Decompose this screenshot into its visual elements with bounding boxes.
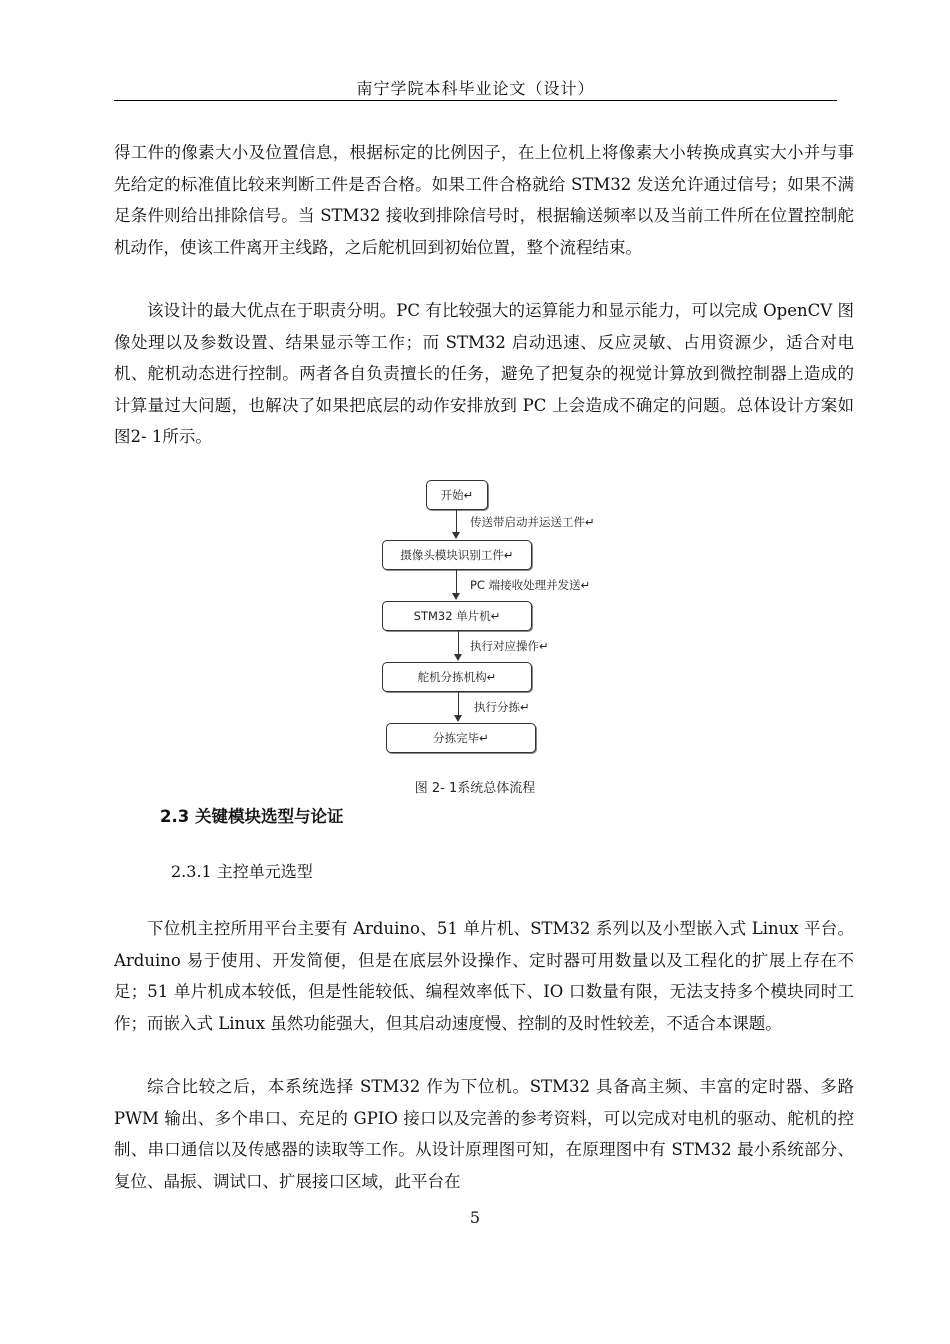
flow-connector bbox=[458, 692, 459, 715]
paragraph-design-advantage: 该设计的最大优点在于职责分明。PC 有比较强大的运算能力和显示能力，可以完成 OpenCV 图像处理以及参数设置、结果显示等工作；而 STM32 启动迅速、反应灵敏、占用资源少，适合对电机、舵机动态进行控制。两者各自负责擅长的任务，避免了把复杂的视觉计算放到微控制器上造成的计算量过大问题，也解决了如果把底层的动作安排放到 PC 上会造成不确定的问题。总体设计方案如图2- 1所示。 bbox=[114, 301, 854, 447]
flow-arrowhead bbox=[452, 593, 460, 600]
flow-node-servo: 舵机分拣机构↵ bbox=[382, 662, 532, 692]
header-rule bbox=[114, 100, 837, 101]
flow-edge-label: 传送带启动并运送工件↵ bbox=[470, 515, 595, 529]
paragraph-platform-options: 下位机主控所用平台主要有 Arduino、51 单片机、STM32 系列以及小型嵌入式 Linux 平台。Arduino 易于使用、开发简便，但是在底层外设操作、定时器可用数量以及工程化的扩展上存在不足；51 单片机成本较低，但是性能较低、编程效率低下、IO 口数量有限，无法支持多个模块同时工作；而嵌入式 Linux 虽然功能强大，但其启动速度慢、控制的及时性较差，不适合本课题。 bbox=[114, 919, 854, 1033]
paragraph-stm32-choice: 综合比较之后，本系统选择 STM32 作为下位机。STM32 具备高主频、丰富的定时器、多路 PWM 输出、多个串口、充足的 GPIO 接口以及完善的参考资料，可以完成对电机的驱动、舵机的控制、串口通信以及传感器的读取等工作。从设计原理图可知，在原理图中有 STM32 最小系统部分、复位、晶振、调试口、扩展接口区域，此平台在 bbox=[114, 1077, 854, 1191]
flow-edge-label: 执行对应操作↵ bbox=[470, 639, 549, 653]
flow-arrowhead bbox=[454, 715, 462, 722]
flow-node-camera: 摄像头模块识别工件↵ bbox=[382, 540, 532, 570]
flow-node-start: 开始↵ bbox=[426, 480, 488, 510]
section-heading: 2.3 关键模块选型与论证 bbox=[160, 807, 344, 826]
flow-edge-label: 执行分拣↵ bbox=[474, 700, 530, 714]
flow-edge-label: PC 端接收处理并发送↵ bbox=[470, 578, 591, 592]
subsection-heading: 2.3.1 主控单元选型 bbox=[171, 862, 313, 881]
flow-arrowhead bbox=[454, 654, 462, 661]
flow-arrowhead bbox=[452, 532, 460, 539]
flow-connector bbox=[456, 570, 457, 593]
flow-node-done: 分拣完毕↵ bbox=[386, 723, 536, 753]
paragraph-continuation: 得工件的像素大小及位置信息，根据标定的比例因子，在上位机上将像素大小转换成真实大小并与事先给定的标准值比较来判断工件是否合格。如果工件合格就给 STM32 发送允许通过信号；如果不满足条件则给出排除信号。当 STM32 接收到排除信号时，根据输送频率以及当前工件所在位置控制舵机动作，使该工件离开主线路，之后舵机回到初始位置，整个流程结束。 bbox=[114, 143, 854, 257]
flow-node-stm32: STM32 单片机↵ bbox=[382, 601, 532, 631]
flow-connector bbox=[456, 510, 457, 532]
header-title: 南宁学院本科毕业论文（设计） bbox=[356, 79, 595, 98]
flow-connector bbox=[458, 631, 459, 654]
figure-caption: 图 2- 1系统总体流程 bbox=[414, 781, 536, 796]
page-number: 5 bbox=[469, 1208, 481, 1227]
